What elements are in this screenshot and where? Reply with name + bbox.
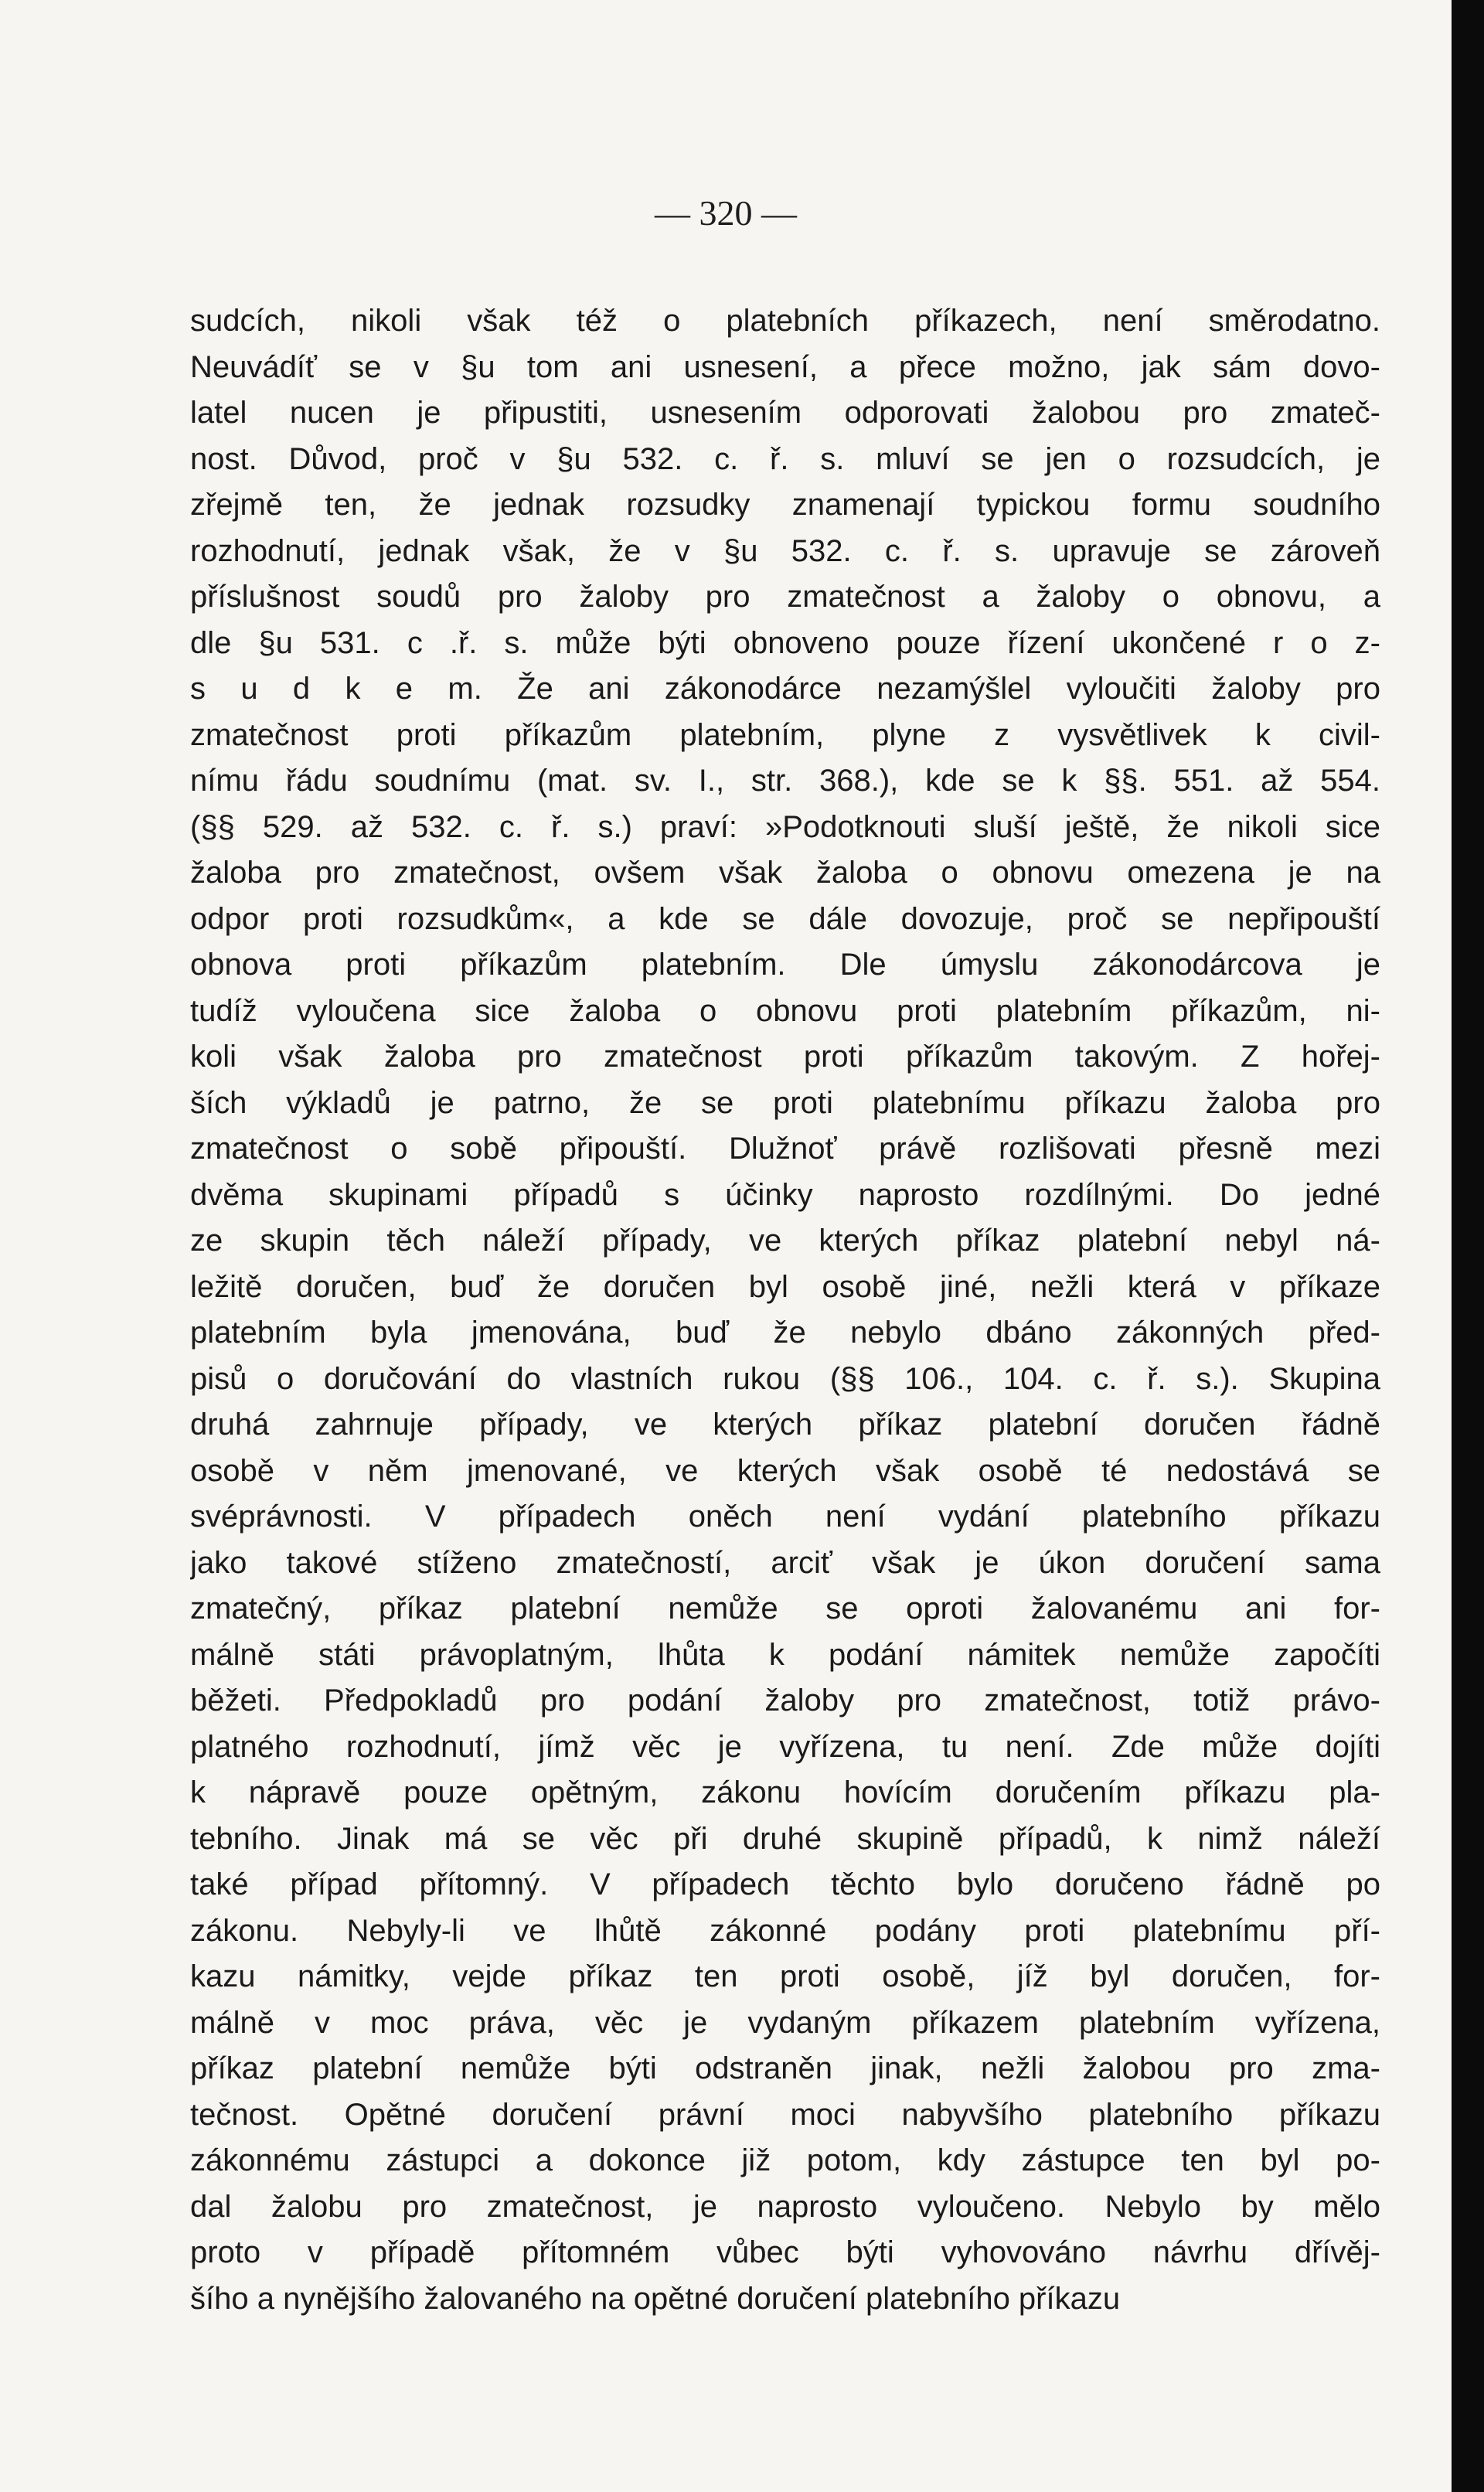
text-line: svéprávnosti. V případech oněch není vydání platebního příkazu bbox=[190, 1500, 1380, 1534]
text-line: zákonu. Nebyly-li ve lhůtě zákonné podány proti platebnímu pří- bbox=[190, 1913, 1380, 1948]
text-line: tečnost. Opětné doručení právní moci nabyvšího platebního příkazu bbox=[190, 2097, 1380, 2132]
text-line: obnova proti příkazům platebním. Dle úmyslu zákonodárcova je bbox=[190, 948, 1380, 982]
text-line: (§§ 529. až 532. c. ř. s.) praví: »Podotknouti sluší ještě, že nikoli sice bbox=[190, 809, 1380, 844]
text-line: zákonnému zástupci a dokonce již potom, kdy zástupce ten byl po- bbox=[190, 2143, 1380, 2177]
text-line: zřejmě ten, že jednak rozsudky znamenají typickou formu soudního bbox=[190, 488, 1380, 522]
text-line: platebním byla jmenována, buď že nebylo dbáno zákonných před- bbox=[190, 1316, 1380, 1350]
text-line: šího a nynějšího žalovaného na opětné doručení platebního příkazu bbox=[190, 2281, 1121, 2316]
text-line: tudíž vyloučena sice žaloba o obnovu proti platebním příkazům, ni- bbox=[190, 993, 1380, 1028]
text-line: žaloba pro zmatečnost, ovšem však žaloba o obnovu omezena je na bbox=[190, 856, 1380, 890]
text-line: ze skupin těch náleží případy, ve kterých příkaz platební nebyl ná- bbox=[190, 1224, 1380, 1258]
text-line: ších výkladů je patrno, že se proti platebnímu příkazu žaloba pro bbox=[190, 1085, 1380, 1120]
text-line: latel nucen je připustiti, usnesením odporovati žalobou pro zmateč- bbox=[190, 396, 1380, 430]
text-line: rozhodnutí, jednak však, že v §u 532. c. ř. s. upravuje se zároveň bbox=[190, 533, 1380, 568]
text-line: druhá zahrnuje případy, ve kterých příkaz platební doručen řádně bbox=[190, 1408, 1380, 1442]
text-line: dvěma skupinami případů s účinky naprosto rozdílnými. Do jedné bbox=[190, 1177, 1380, 1212]
text-line: pisů o doručování do vlastních rukou (§§ 106., 104. c. ř. s.). Skupina bbox=[190, 1361, 1380, 1396]
text-line: k nápravě pouze opětným, zákonu hovícím doručením příkazu pla- bbox=[190, 1775, 1380, 1809]
text-line: zmatečnost proti příkazům platebním, plyne z vysvětlivek k civil- bbox=[190, 717, 1380, 752]
text-line: proto v případě přítomném vůbec býti vyhovováno návrhu dřívěj- bbox=[190, 2235, 1380, 2269]
text-line: dle §u 531. c .ř. s. může býti obnoveno pouze řízení ukončené r o z- bbox=[190, 625, 1380, 660]
text-line: zmatečnost o sobě připouští. Dlužnoť právě rozlišovati přesně mezi bbox=[190, 1132, 1380, 1166]
text-line: nost. Důvod, proč v §u 532. c. ř. s. mluví se jen o rozsudcích, je bbox=[190, 441, 1380, 476]
text-line: tebního. Jinak má se věc při druhé skupině případů, k nimž náleží bbox=[190, 1821, 1380, 1856]
text-line: osobě v něm jmenované, ve kterých však osobě té nedostává se bbox=[190, 1453, 1380, 1488]
text-line: také případ přítomný. V případech těchto bylo doručeno řádně po bbox=[190, 1867, 1380, 1901]
text-line: běžeti. Předpokladů pro podání žaloby pro zmatečnost, totiž právo- bbox=[190, 1683, 1380, 1718]
text-line: odpor proti rozsudkům«, a kde se dále dovozuje, proč se nepřipouští bbox=[190, 901, 1380, 936]
text-line: nímu řádu soudnímu (mat. sv. I., str. 368.), kde se k §§. 551. až 554. bbox=[190, 764, 1380, 798]
text-line: koli však žaloba pro zmatečnost proti příkazům takovým. Z hořej- bbox=[190, 1040, 1380, 1074]
text-line: málně v moc práva, věc je vydaným příkazem platebním vyřízena, bbox=[190, 2005, 1380, 2040]
text-line: platného rozhodnutí, jímž věc je vyřízena, tu není. Zde může dojíti bbox=[190, 1729, 1380, 1764]
body-text bbox=[190, 298, 1380, 2322]
text-line: dal žalobu pro zmatečnost, je naprosto vyloučeno. Nebylo by mělo bbox=[190, 2189, 1380, 2224]
text-line: příslušnost soudů pro žaloby pro zmatečnost a žaloby o obnovu, a bbox=[190, 580, 1380, 614]
text-line: sudcích, nikoli však též o platebních příkazech, není směrodatno. bbox=[190, 304, 1380, 338]
text-line: jako takové stíženo zmatečností, arciť však je úkon doručení sama bbox=[190, 1545, 1380, 1580]
scan-edge bbox=[1452, 0, 1484, 2492]
text-line: s u d k e m. Že ani zákonodárce nezamýšlel vyloučiti žaloby pro bbox=[190, 672, 1380, 706]
text-line: kazu námitky, vejde příkaz ten proti osobě, jíž byl doručen, for- bbox=[190, 1959, 1380, 1993]
text-line: málně státi právoplatným, lhůta k podání námitek nemůže započíti bbox=[190, 1637, 1380, 1672]
text-line: Neuvádíť se v §u tom ani usnesení, a přece možno, jak sám dovo- bbox=[190, 349, 1380, 384]
text-line: příkaz platební nemůže býti odstraněn jinak, nežli žalobou pro zma- bbox=[190, 2051, 1380, 2085]
page-number: — 320 — bbox=[655, 193, 797, 233]
text-line: zmatečný, příkaz platební nemůže se oproti žalovanému ani for- bbox=[190, 1592, 1380, 1626]
text-line: ležitě doručen, buď že doručen byl osobě jiné, nežli která v příkaze bbox=[190, 1269, 1380, 1304]
